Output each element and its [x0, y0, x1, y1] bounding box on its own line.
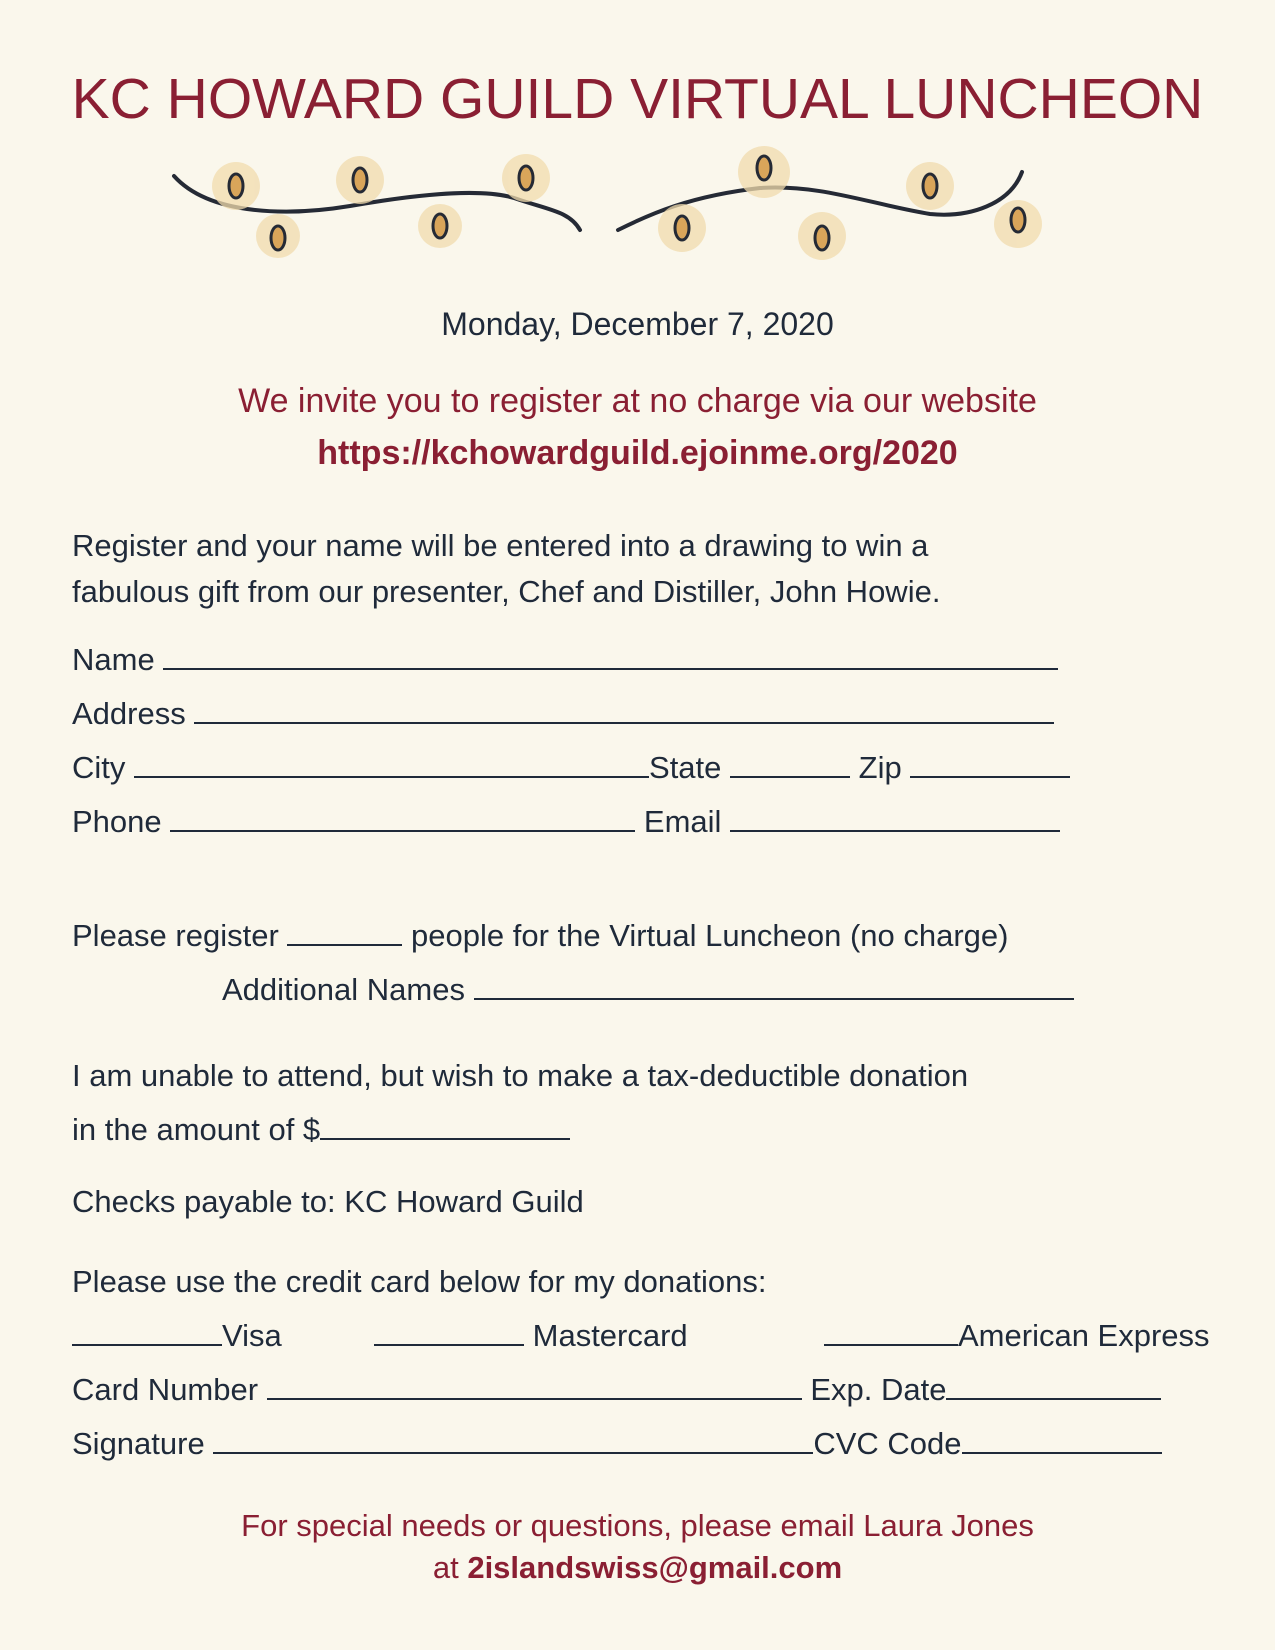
signature-field[interactable]	[213, 1426, 813, 1454]
state-label: State	[649, 750, 722, 785]
register-count-field[interactable]	[287, 918, 402, 946]
contact-email-link[interactable]: 2islandswiss@gmail.com	[467, 1550, 843, 1585]
cvc-label: CVC Code	[813, 1426, 962, 1461]
register-row	[72, 918, 1008, 954]
exp-date-label: Exp. Date	[810, 1372, 947, 1407]
additional-names-label: Additional Names	[222, 972, 465, 1007]
donation-line-1: I am unable to attend, but wish to make a tax-deductible donation	[72, 1058, 969, 1093]
name-row	[72, 642, 1058, 678]
amex-option	[824, 1318, 1210, 1354]
phone-field[interactable]	[170, 804, 635, 832]
city-field[interactable]	[134, 750, 649, 778]
exp-date-field[interactable]	[946, 1372, 1161, 1400]
phone-row	[72, 804, 1060, 840]
register-suffix: people for the Virtual Luncheon (no charge)	[411, 918, 1009, 953]
signature-label: Signature	[72, 1426, 205, 1461]
card-number-label: Card Number	[72, 1372, 259, 1407]
visa-label: Visa	[222, 1318, 282, 1353]
address-field[interactable]	[194, 696, 1054, 724]
mastercard-field[interactable]	[374, 1318, 524, 1346]
zip-field[interactable]	[910, 750, 1070, 778]
mastercard-option	[374, 1318, 688, 1354]
donation-row	[72, 1112, 570, 1148]
footer-line-2	[0, 1550, 1275, 1586]
city-label: City	[72, 750, 126, 785]
name-label: Name	[72, 642, 155, 677]
visa-field[interactable]	[72, 1318, 222, 1346]
register-prefix: Please register	[72, 918, 279, 953]
drawing-line-2: fabulous gift from our presenter, Chef and Distiller, John Howie.	[72, 574, 941, 609]
name-field[interactable]	[163, 642, 1058, 670]
drawing-line-1: Register and your name will be entered into a drawing to win a	[72, 528, 929, 563]
donation-label: in the amount of $	[72, 1112, 321, 1147]
additional-names-row	[222, 972, 1074, 1008]
city-row	[72, 750, 1070, 786]
phone-label: Phone	[72, 804, 162, 839]
website-link[interactable]: https://kchowardguild.ejoinme.org/2020	[317, 434, 958, 472]
email-field[interactable]	[730, 804, 1060, 832]
card-number-row	[72, 1372, 1161, 1408]
address-row	[72, 696, 1054, 732]
page-title: KC HOWARD GUILD VIRTUAL LUNCHEON	[71, 67, 1204, 131]
string-lights-icon	[170, 138, 1070, 278]
event-date: Monday, December 7, 2020	[441, 306, 834, 342]
footer-at: at	[432, 1550, 459, 1585]
footer-line-1: For special needs or questions, please email Laura Jones	[241, 1508, 1034, 1543]
email-label: Email	[643, 804, 722, 839]
additional-names-field[interactable]	[474, 972, 1074, 1000]
zip-label: Zip	[858, 750, 902, 785]
donation-amount-field[interactable]	[320, 1112, 570, 1140]
invite-line: We invite you to register at no charge via our website	[238, 382, 1037, 420]
card-intro: Please use the credit card below for my donations:	[72, 1264, 767, 1299]
signature-row	[72, 1426, 1162, 1462]
state-field[interactable]	[730, 750, 850, 778]
amex-field[interactable]	[824, 1318, 958, 1346]
amex-label: American Express	[958, 1318, 1210, 1353]
checks-line: Checks payable to: KC Howard Guild	[72, 1184, 584, 1219]
card-number-field[interactable]	[267, 1372, 802, 1400]
mastercard-label: Mastercard	[532, 1318, 688, 1353]
address-label: Address	[72, 696, 186, 731]
cvc-field[interactable]	[962, 1426, 1162, 1454]
card-type-row	[72, 1318, 282, 1354]
